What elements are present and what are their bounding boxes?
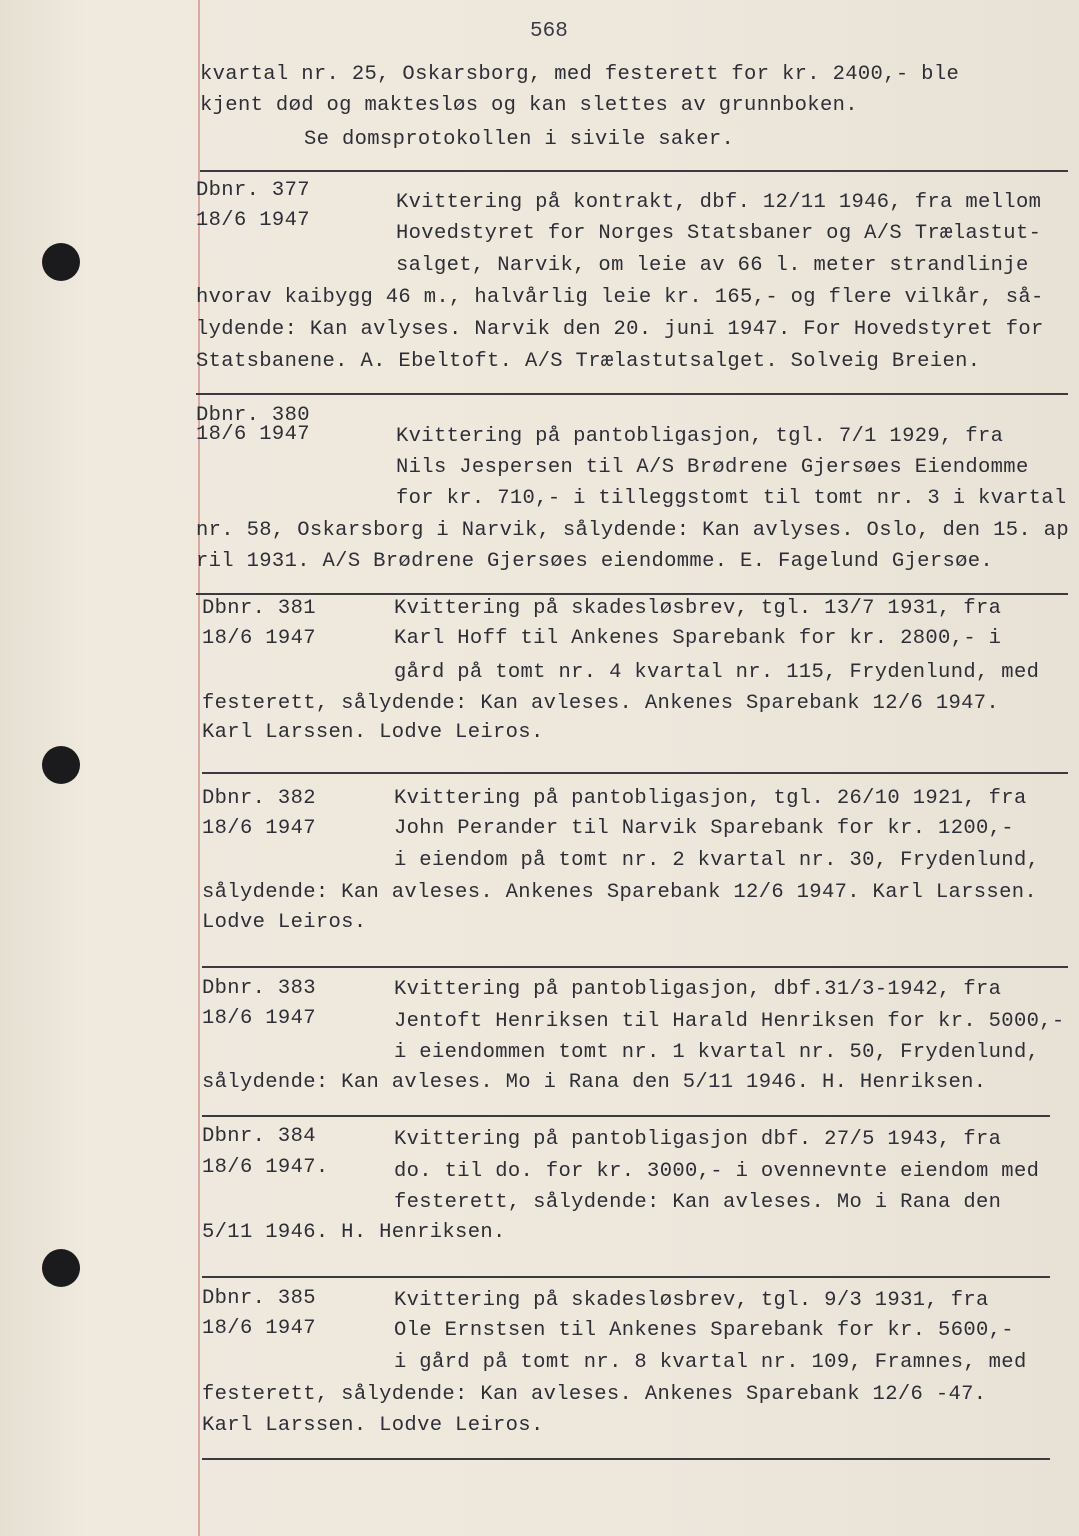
entry-divider xyxy=(202,1115,1050,1117)
entry-text-line: i eiendom på tomt nr. 2 kvartal nr. 30, Frydenlund, xyxy=(394,849,1040,872)
entry-text-line: salget, Narvik, om leie av 66 l. meter strandlinje xyxy=(396,254,1029,277)
entry-text-line: ril 1931. A/S Brødrene Gjersøes eiendomme. E. Fagelund Gjersøe. xyxy=(196,550,994,573)
entry-date: 18/6 1947 xyxy=(202,817,316,840)
entry-text-line: sålydende: Kan avleses. Ankenes Sparebank 12/6 1947. Karl Larssen. xyxy=(202,881,1038,904)
entry-date: 18/6 1947. xyxy=(202,1156,329,1179)
entry-text-line: Kvittering på pantobligasjon dbf. 27/5 1943, fra xyxy=(394,1128,1002,1151)
entry-text-line: Karl Hoff til Ankenes Sparebank for kr. 2800,- i xyxy=(394,627,1002,650)
binder-hole-middle xyxy=(42,746,80,784)
entry-text-line: Hovedstyret for Norges Statsbaner og A/S Trælastut- xyxy=(396,222,1042,245)
entry-text-line: sålydende: Kan avleses. Mo i Rana den 5/11 1946. H. Henriksen. xyxy=(202,1071,987,1094)
entry-divider xyxy=(202,772,1068,774)
binder-hole-top xyxy=(42,243,80,281)
entry-text-line: Kvittering på skadesløsbrev, tgl. 9/3 1931, fra xyxy=(394,1289,989,1312)
entry-text-line: John Perander til Narvik Sparebank for kr. 1200,- xyxy=(394,817,1014,840)
entry-text-line: lydende: Kan avlyses. Narvik den 20. juni 1947. For Hovedstyret for xyxy=(196,318,1044,341)
entry-text-line: Karl Larssen. Lodve Leiros. xyxy=(202,721,544,744)
entry-text-line: Kvittering på pantobligasjon, tgl. 7/1 1929, fra xyxy=(396,425,1004,448)
entry-date: 18/6 1947 xyxy=(202,1317,316,1340)
entry-divider xyxy=(196,393,1068,395)
entry-text-line: i gård på tomt nr. 8 kvartal nr. 109, Framnes, med xyxy=(394,1351,1027,1374)
entry-divider xyxy=(200,170,1068,172)
entry-divider xyxy=(202,1458,1050,1460)
entry-text-line: festerett, sålydende: Kan avleses. Mo i Rana den xyxy=(394,1191,1002,1214)
entry-text-line: festerett, sålydende: Kan avleses. Ankenes Sparebank 12/6 1947. xyxy=(202,692,1000,715)
entry-date: 18/6 1947 xyxy=(202,1007,316,1030)
entry-text-line: Kvittering på pantobligasjon, dbf.31/3-1942, fra xyxy=(394,978,1002,1001)
entry-number: Dbnr. 385 xyxy=(202,1287,316,1310)
entry-number: Dbnr. 382 xyxy=(202,787,316,810)
intro-line: Se domsprotokollen i sivile saker. xyxy=(304,128,735,151)
entry-text-line: festerett, sålydende: Kan avleses. Ankenes Sparebank 12/6 -47. xyxy=(202,1383,987,1406)
entry-text-line: Lodve Leiros. xyxy=(202,911,367,934)
entry-text-line: Jentoft Henriksen til Harald Henriksen for kr. 5000,- xyxy=(394,1010,1065,1033)
entry-text-line: hvorav kaibygg 46 m., halvårlig leie kr. 165,- og flere vilkår, så- xyxy=(196,286,1044,309)
entry-text-line: gård på tomt nr. 4 kvartal nr. 115, Frydenlund, med xyxy=(394,661,1040,684)
entry-divider xyxy=(202,1276,1050,1278)
entry-date: 18/6 1947 xyxy=(196,423,310,446)
entry-text-line: Kvittering på skadesløsbrev, tgl. 13/7 1931, fra xyxy=(394,597,1002,620)
entry-divider xyxy=(196,593,1068,595)
entry-text-line: Nils Jespersen til A/S Brødrene Gjersøes Eiendomme xyxy=(396,456,1029,479)
entry-number: Dbnr. 377 xyxy=(196,179,310,202)
entry-text-line: Statsbanene. A. Ebeltoft. A/S Trælastutsalget. Solveig Breien. xyxy=(196,350,981,373)
entry-text-line: for kr. 710,- i tilleggstomt til tomt nr. 3 i kvartal xyxy=(396,487,1067,510)
entry-date: 18/6 1947 xyxy=(202,627,316,650)
binder-hole-bottom xyxy=(42,1249,80,1287)
intro-line: kvartal nr. 25, Oskarsborg, med festerett for kr. 2400,- ble xyxy=(200,63,960,86)
entry-number: Dbnr. 383 xyxy=(202,977,316,1000)
entry-text-line: Karl Larssen. Lodve Leiros. xyxy=(202,1414,544,1437)
entry-text-line: nr. 58, Oskarsborg i Narvik, sålydende: Kan avlyses. Oslo, den 15. ap xyxy=(196,519,1069,542)
entry-text-line: Kvittering på pantobligasjon, tgl. 26/10 1921, fra xyxy=(394,787,1027,810)
entry-divider xyxy=(202,966,1068,968)
page-number: 568 xyxy=(530,20,568,43)
entry-number: Dbnr. 381 xyxy=(202,597,316,620)
entry-text-line: i eiendommen tomt nr. 1 kvartal nr. 50, Frydenlund, xyxy=(394,1041,1040,1064)
entry-date: 18/6 1947 xyxy=(196,209,310,232)
entry-text-line: 5/11 1946. H. Henriksen. xyxy=(202,1221,506,1244)
entry-text-line: Kvittering på kontrakt, dbf. 12/11 1946, fra mellom xyxy=(396,191,1042,214)
entry-text-line: do. til do. for kr. 3000,- i ovennevnte eiendom med xyxy=(394,1160,1040,1183)
entry-text-line: Ole Ernstsen til Ankenes Sparebank for kr. 5600,- xyxy=(394,1319,1014,1342)
intro-line: kjent død og maktesløs og kan slettes av grunnboken. xyxy=(200,94,858,117)
entry-number: Dbnr. 384 xyxy=(202,1125,316,1148)
entry-number: Dbnr. 380 xyxy=(196,404,310,427)
